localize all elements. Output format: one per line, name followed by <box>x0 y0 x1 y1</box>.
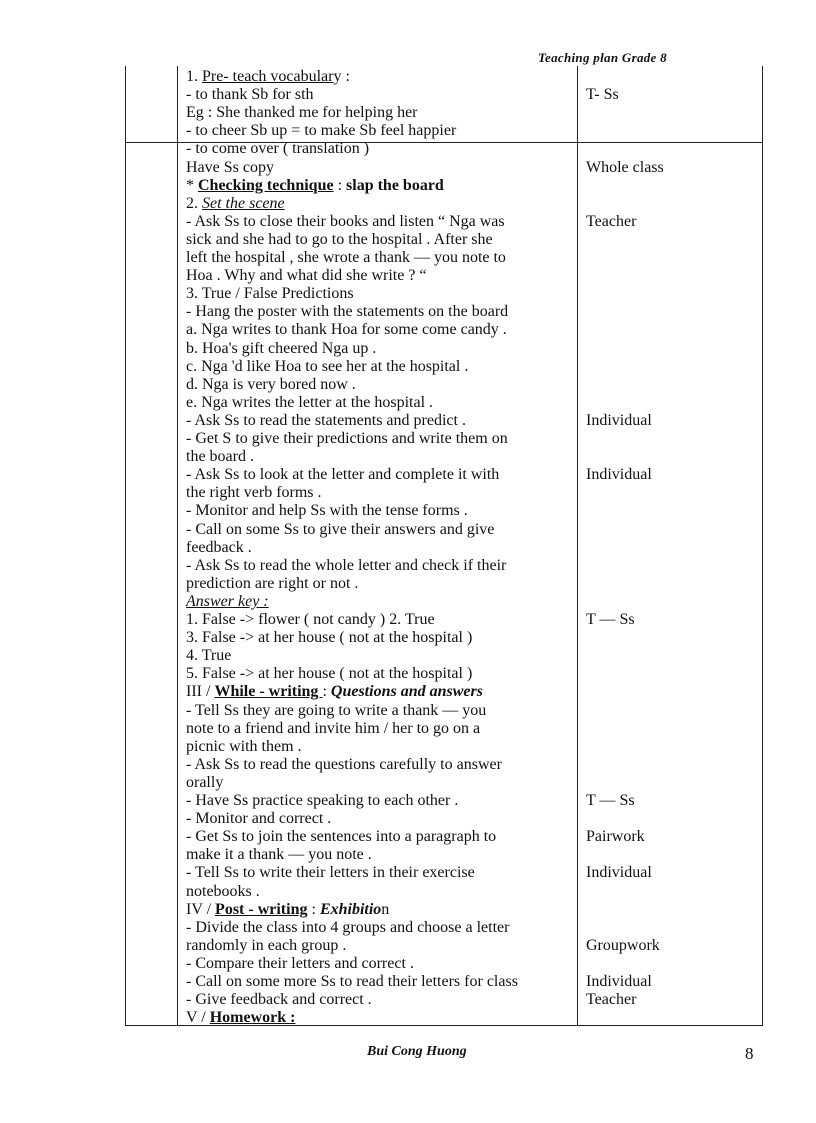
procedure-line: note to a friend and invite him / her to go on a <box>186 719 481 737</box>
procedure-line: orally <box>186 773 224 791</box>
procedure-line: - Monitor and help Ss with the tense forms . <box>186 502 468 520</box>
procedure-line <box>186 593 269 611</box>
interaction-label: Groupwork <box>586 936 660 954</box>
procedure-line: - Ask Ss to read the questions carefully to answer <box>186 755 502 773</box>
procedure-line: 3. True / False Predictions <box>186 285 354 303</box>
procedure-line: - to cheer Sb up = to make Sb feel happier <box>186 122 457 140</box>
procedure-line: a. Nga writes to thank Hoa for some come candy . <box>186 321 507 339</box>
procedure-line: - to come over ( translation ) <box>186 140 370 158</box>
procedure-line: 1. False -> flower ( not candy ) 2. True <box>186 611 435 628</box>
procedure-line: notebooks . <box>186 882 260 900</box>
procedure-line: - Divide the class into 4 groups and choose a letter <box>186 918 510 936</box>
emphasized-text: Homework : <box>209 1009 296 1027</box>
procedure-line: - Ask Ss to read the statements and predict . <box>186 411 466 429</box>
procedure-line: 1. Pre- teach vocabulary : <box>186 68 350 85</box>
procedure-line: Eg : She thanked me for helping her <box>186 104 418 122</box>
procedure-line: - Ask Ss to read the whole letter and check if their <box>186 556 507 574</box>
emphasized-text: Questions and answers <box>326 683 483 701</box>
emphasized-text: Post - writing <box>215 900 308 918</box>
procedure-line: - Call on some Ss to give their answers and give <box>186 520 495 538</box>
page-number: 8 <box>745 1044 754 1063</box>
emphasized-text: Set the scene <box>202 194 285 212</box>
procedure-line: III / While - writing : Questions and answers <box>186 683 483 701</box>
procedure-line: - Monitor and correct . <box>186 810 332 828</box>
procedure-line: c. Nga 'd like Hoa to see her at the hospital . <box>186 357 469 375</box>
procedure-line: sick and she had to go to the hospital . After she <box>186 230 493 248</box>
procedure-line: 5. False -> at her house ( not at the hospital ) <box>186 665 473 683</box>
emphasized-text: Checking technique <box>198 176 334 194</box>
procedure-line: randomly in each group . <box>186 936 347 954</box>
procedure-line: left the hospital , she wrote a thank — you note to <box>186 249 506 266</box>
table-border-right <box>762 66 763 1026</box>
table-divider-stage <box>177 66 178 1026</box>
procedure-line: 3. False -> at her house ( not at the hospital ) <box>186 629 473 647</box>
table-border-left <box>125 66 126 1026</box>
procedure-line: - Give feedback and correct . <box>186 991 372 1009</box>
interaction-label: Individual <box>586 411 652 429</box>
emphasized-text: While - writing <box>214 683 323 701</box>
procedure-line: - Hang the poster with the statements on the board <box>186 303 509 321</box>
interaction-label: T- Ss <box>586 86 619 104</box>
lesson-table <box>125 66 763 1026</box>
emphasized-text: Exhibitio <box>315 900 382 918</box>
procedure-line: d. Nga is very bored now . <box>186 375 356 393</box>
procedure-line: - Ask Ss to close their books and listen “ Nga was <box>186 212 505 230</box>
interaction-label: T — Ss <box>586 611 635 628</box>
procedure-line: - Compare their letters and correct . <box>186 954 414 972</box>
procedure-line: - Tell Ss to write their letters in their exercise <box>186 864 475 882</box>
interaction-label: Individual <box>586 466 652 484</box>
procedure-line: the board . <box>186 448 254 466</box>
procedure-line: - Get Ss to join the sentences into a paragraph to <box>186 828 497 846</box>
interaction-label: Teacher <box>586 991 637 1009</box>
procedure-line: prediction are right or not . <box>186 574 359 592</box>
procedure-line: * Checking technique : slap the board <box>186 176 444 194</box>
procedure-line: - Get S to give their predictions and write them on <box>186 430 508 447</box>
interaction-label: Teacher <box>586 212 637 230</box>
procedure-line: 2. Set the scene <box>186 194 285 212</box>
procedure-line: - to thank Sb for sth <box>186 86 314 104</box>
procedure-line: Hoa . Why and what did she write ? “ <box>186 267 427 285</box>
procedure-line: feedback . <box>186 538 252 556</box>
emphasized-text: Pre- teach vocabular <box>202 68 334 85</box>
procedure-line: - Call on some more Ss to read their letters for class <box>186 973 518 990</box>
emphasized-text: slap the board <box>346 176 444 194</box>
procedure-line: the right verb forms . <box>186 484 322 502</box>
procedure-line: make it a thank — you note . <box>186 846 372 864</box>
procedure-line: - Tell Ss they are going to write a thank — you <box>186 701 487 719</box>
interaction-label: Whole class <box>586 158 664 176</box>
procedure-line: b. Hoa's gift cheered Nga up . <box>186 339 377 357</box>
procedure-line: IV / Post - writing : Exhibition <box>186 900 390 918</box>
interaction-label: Pairwork <box>586 828 645 846</box>
procedure-line: - Ask Ss to look at the letter and complete it with <box>186 466 500 484</box>
procedure-line: - Have Ss practice speaking to each other . <box>186 792 459 809</box>
header-title: Teaching plan Grade 8 <box>538 50 667 65</box>
procedure-line: Have Ss copy <box>186 158 274 176</box>
procedure-line: V / Homework : <box>186 1009 296 1027</box>
procedure-line: 4. True <box>186 647 232 665</box>
procedure-line: e. Nga writes the letter at the hospital . <box>186 393 434 411</box>
interaction-label: Individual <box>586 973 652 990</box>
table-divider-mode <box>577 66 578 1026</box>
interaction-label: T — Ss <box>586 792 635 809</box>
procedure-line: picnic with them . <box>186 737 302 755</box>
emphasized-text: Answer key : <box>186 592 269 610</box>
interaction-label: Individual <box>586 864 652 882</box>
footer-author: Bui Cong Huong <box>367 1044 467 1059</box>
